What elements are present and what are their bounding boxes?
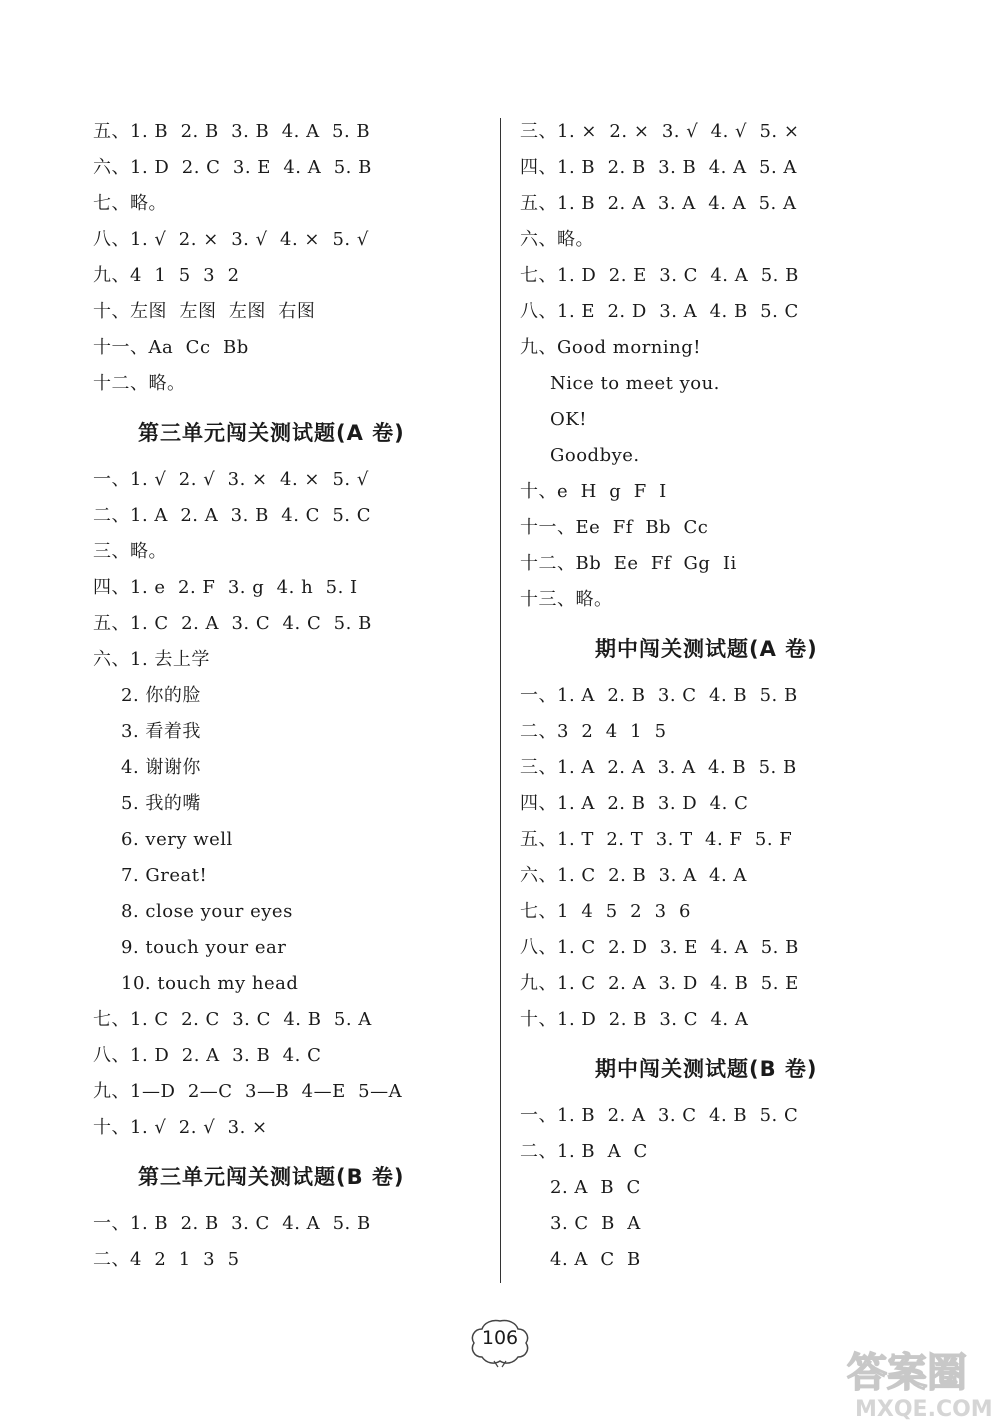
answer-subline: OK! — [550, 409, 587, 430]
left-group-a — [93, 114, 493, 402]
answer-subline: 10. touch my head — [121, 973, 299, 994]
answer-line: 十一、Aa Cc Bb — [93, 337, 249, 358]
answer-subline: 8. close your eyes — [121, 901, 293, 922]
answer-line: 十、e H g F I — [520, 481, 667, 502]
answer-subline: 3. 看着我 — [121, 721, 201, 742]
answer-line: 二、4 2 1 3 5 — [93, 1249, 240, 1270]
answer-subline: 7. Great! — [121, 865, 208, 886]
answer-line: 九、Good morning! — [520, 337, 702, 358]
answer-subline: 6. very well — [121, 829, 233, 850]
answer-line: 三、略。 — [93, 541, 167, 562]
answer-line: 九、1. C 2. A 3. D 4. B 5. E — [520, 973, 799, 994]
answer-line: 五、1. B 2. B 3. B 4. A 5. B — [93, 121, 371, 142]
answer-line: 十、左图 左图 左图 右图 — [93, 301, 316, 322]
answer-line: 七、1. C 2. C 3. C 4. B 5. A — [93, 1009, 372, 1030]
answer-line: 八、1. √ 2. × 3. √ 4. × 5. √ — [93, 229, 369, 250]
answer-subline: 4. A C B — [550, 1249, 641, 1270]
svg-text:答案圈: 答案圈 — [847, 1350, 967, 1396]
right-column — [520, 114, 940, 1278]
answer-line: 二、3 2 4 1 5 — [520, 721, 667, 742]
answer-line: 三、1. A 2. A 3. A 4. B 5. B — [520, 757, 797, 778]
answer-subline: 2. 你的脸 — [121, 685, 201, 706]
answer-line: 一、1. B 2. A 3. C 4. B 5. C — [520, 1105, 799, 1126]
answer-line: 八、1. C 2. D 3. E 4. A 5. B — [520, 937, 799, 958]
answer-line: 五、1. B 2. A 3. A 4. A 5. A — [520, 193, 797, 214]
answer-line: 八、1. D 2. A 3. B 4. C — [93, 1045, 322, 1066]
answer-line: 二、1. B A C — [520, 1141, 648, 1162]
svg-text:MXQE.COM: MXQE.COM — [855, 1397, 993, 1422]
answer-subline: 2. A B C — [550, 1177, 641, 1198]
page-number: 106 — [481, 1327, 519, 1349]
answer-subline: 3. C B A — [550, 1213, 641, 1234]
answer-subline: 9. touch your ear — [121, 937, 287, 958]
watermark-logo-icon — [835, 1338, 1000, 1423]
answer-line: 六、1. C 2. B 3. A 4. A — [520, 865, 747, 886]
answer-line: 十、1. √ 2. √ 3. × — [93, 1117, 268, 1138]
section-heading-midterm-a: 期中闯关测试题(A 卷) — [595, 637, 818, 661]
left-column — [93, 114, 493, 1278]
section-heading-midterm-b: 期中闯关测试题(B 卷) — [595, 1057, 818, 1081]
answer-line: 七、1 4 5 2 3 6 — [520, 901, 691, 922]
answer-line: 十、1. D 2. B 3. C 4. A — [520, 1009, 749, 1030]
answer-line: 四、1. B 2. B 3. B 4. A 5. A — [520, 157, 797, 178]
answer-line: 九、1—D 2—C 3—B 4—E 5—A — [93, 1081, 403, 1102]
answer-line: 一、1. B 2. B 3. C 4. A 5. B — [93, 1213, 371, 1234]
answer-line: 十一、Ee Ff Bb Cc — [520, 517, 709, 538]
answer-line: 五、1. C 2. A 3. C 4. C 5. B — [93, 613, 372, 634]
answer-line: 六、略。 — [520, 229, 594, 250]
left-group-d — [93, 1206, 493, 1278]
answer-line: 五、1. T 2. T 3. T 4. F 5. F — [520, 829, 793, 850]
answer-subline: Nice to meet you. — [550, 373, 720, 394]
answer-line: 十二、略。 — [93, 373, 186, 394]
section-heading-unit3-a: 第三单元闯关测试题(A 卷) — [138, 421, 405, 445]
answer-line: 八、1. E 2. D 3. A 4. B 5. C — [520, 301, 799, 322]
answer-line: 四、1. e 2. F 3. g 4. h 5. I — [93, 577, 358, 598]
answer-line: 六、1. D 2. C 3. E 4. A 5. B — [93, 157, 372, 178]
answer-line: 十三、略。 — [520, 589, 613, 610]
answer-line: 七、略。 — [93, 193, 167, 214]
answer-line: 一、1. A 2. B 3. C 4. B 5. B — [520, 685, 798, 706]
answer-line: 二、1. A 2. A 3. B 4. C 5. C — [93, 505, 372, 526]
right-group-d — [520, 1098, 940, 1278]
answer-subline: 4. 谢谢你 — [121, 757, 201, 778]
left-group-b — [93, 462, 493, 1146]
section-heading-unit3-b: 第三单元闯关测试题(B 卷) — [138, 1165, 405, 1189]
answer-line: 六、1. 去上学 — [93, 649, 210, 670]
right-group-a — [520, 114, 940, 618]
answer-line: 七、1. D 2. E 3. C 4. A 5. B — [520, 265, 799, 286]
answer-line: 一、1. √ 2. √ 3. × 4. × 5. √ — [93, 469, 369, 490]
answer-line: 十二、Bb Ee Ff Gg Ii — [520, 553, 737, 574]
answer-subline: Goodbye. — [550, 445, 640, 466]
column-divider — [500, 118, 501, 1283]
answer-line: 九、4 1 5 3 2 — [93, 265, 240, 286]
answer-line: 三、1. × 2. × 3. √ 4. √ 5. × — [520, 121, 800, 142]
answer-subline: 5. 我的嘴 — [121, 793, 201, 814]
right-group-c — [520, 678, 940, 1038]
answer-line: 四、1. A 2. B 3. D 4. C — [520, 793, 749, 814]
